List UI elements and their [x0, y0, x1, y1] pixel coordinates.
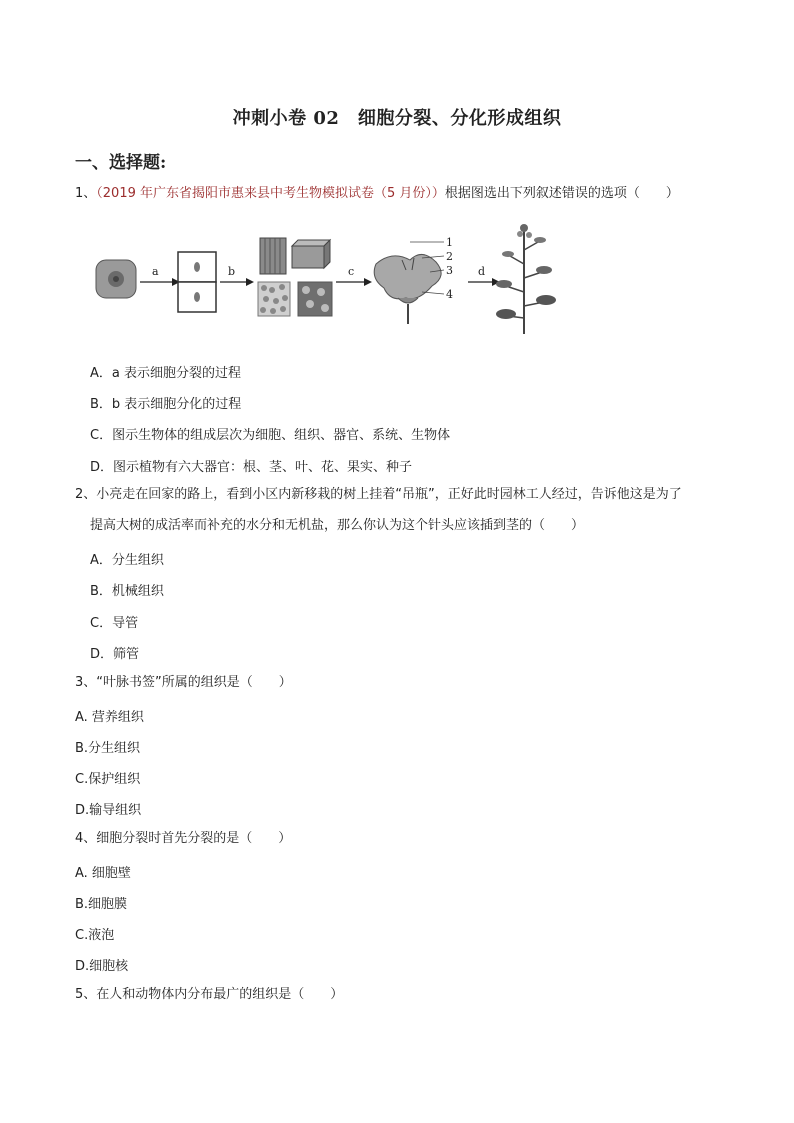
question-5 — [75, 986, 343, 1004]
q2-option-b[interactable]: B．机械组织 — [90, 584, 164, 599]
arrow-c-label: c — [348, 265, 355, 278]
cell-development-figure — [92, 220, 572, 340]
section-heading: 一、选择题: — [75, 153, 167, 173]
q3-option-d[interactable]: D.输导组织 — [75, 803, 142, 818]
q4-option-c[interactable]: C.液泡 — [75, 928, 115, 943]
page-title: 冲刺小卷 02 细胞分裂、分化形成组织 — [232, 108, 562, 129]
figure-svg — [92, 220, 572, 340]
whole-plant-image — [496, 224, 556, 334]
arrow-b — [220, 265, 254, 286]
question-text: 根据图选出下列叙述错误的选项（ ） — [444, 186, 679, 201]
question-text: 在人和动物体内分布最广的组织是（ ） — [96, 987, 344, 1002]
question-number: 3、 — [75, 675, 97, 690]
q4-option-a[interactable]: A. 细胞壁 — [75, 866, 131, 881]
q3-option-a[interactable]: A. 营养组织 — [75, 710, 144, 725]
question-number: 5、 — [75, 987, 97, 1002]
question-text: “叶脉书签”所属的组织是（ ） — [96, 675, 292, 690]
question-source: （2019 年广东省揭阳市惠来县中考生物模拟试卷（5 月份）） — [96, 186, 445, 201]
single-cell-image — [96, 260, 136, 298]
q3-option-b[interactable]: B.分生组织 — [75, 741, 141, 756]
question-1 — [75, 185, 679, 203]
q1-option-b[interactable]: B．b 表示细胞分化的过程 — [90, 397, 242, 412]
question-4 — [75, 830, 291, 848]
q2-option-d[interactable]: D．筛管 — [90, 647, 140, 662]
question-number: 4、 — [75, 831, 97, 846]
q2-option-a[interactable]: A．分生组织 — [90, 553, 164, 568]
arrow-b-label: b — [228, 265, 236, 278]
q2-option-c[interactable]: C．导管 — [90, 616, 139, 631]
question-3 — [75, 674, 292, 692]
q1-option-c[interactable]: C．图示生物体的组成层次为细胞、组织、器官、系统、生物体 — [90, 428, 451, 443]
q3-option-c[interactable]: C.保护组织 — [75, 772, 141, 787]
question-number: 1、 — [75, 186, 97, 201]
part-label-2: 2 — [446, 250, 453, 263]
flower-image — [374, 236, 453, 324]
part-label-3: 3 — [446, 264, 453, 277]
arrow-d — [468, 265, 500, 286]
arrow-a-label: a — [152, 265, 159, 278]
part-label-4: 4 — [446, 288, 453, 301]
question-text-line2: 提高大树的成活率而补充的水分和无机盐，那么你认为这个针头应该插到茎的（ ） — [90, 518, 585, 533]
question-2 — [75, 486, 682, 504]
arrow-a — [140, 265, 180, 286]
part-label-1: 1 — [446, 236, 453, 249]
q4-option-b[interactable]: B.细胞膜 — [75, 897, 128, 912]
q1-option-d[interactable]: D．图示植物有六大器官：根、茎、叶、花、果实、种子 — [90, 460, 413, 475]
arrow-c — [336, 265, 372, 286]
question-number: 2、 — [75, 487, 97, 502]
divided-cells-image — [178, 252, 216, 312]
arrow-d-label: d — [478, 265, 486, 278]
tissues-image — [258, 238, 332, 316]
q4-option-d[interactable]: D.细胞核 — [75, 959, 129, 974]
question-text: 细胞分裂时首先分裂的是（ ） — [96, 831, 292, 846]
q1-option-a[interactable]: A．a 表示细胞分裂的过程 — [90, 366, 241, 381]
question-text-line1: 小亮走在回家的路上，看到小区内新移栽的树上挂着“吊瓶”，正好此时园林工人经过，告诉他这是为了 — [96, 487, 682, 502]
